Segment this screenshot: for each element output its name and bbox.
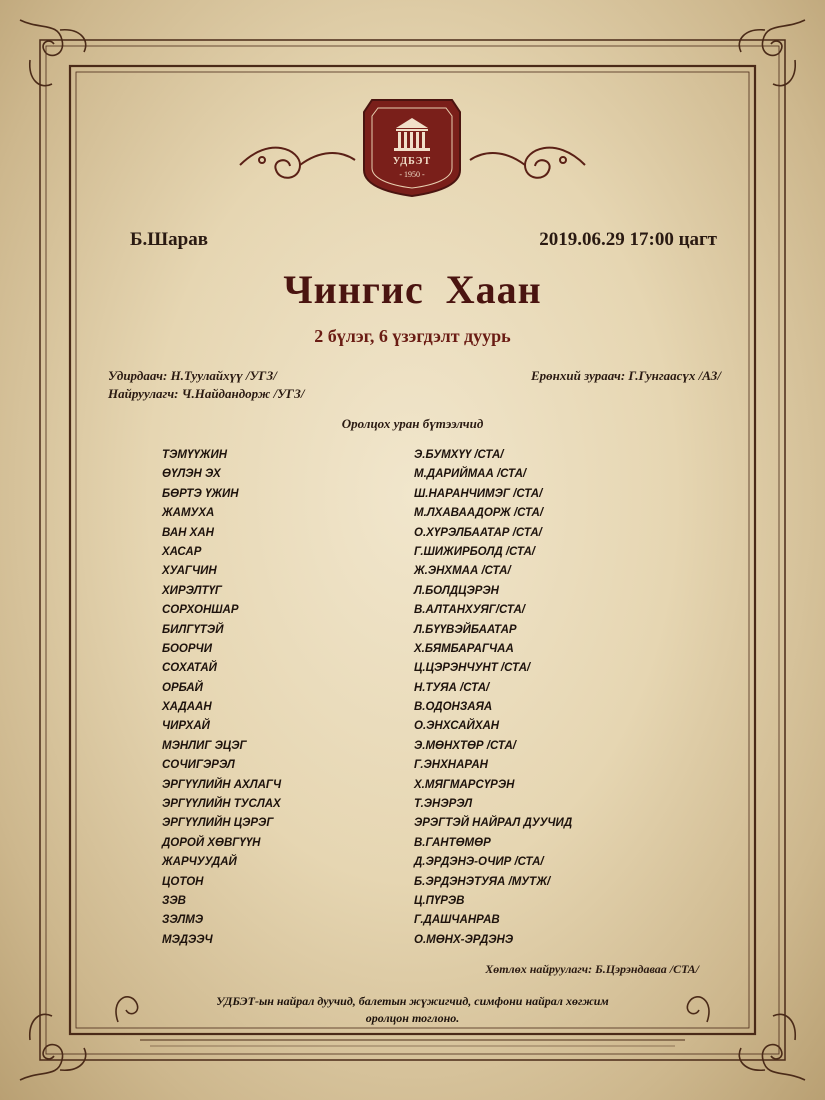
- cast-row: [162, 465, 642, 484]
- cast-role: ЖАРЧУУДАЙ: [162, 856, 237, 869]
- cast-role: ӨҮЛЭН ЭХ: [162, 468, 221, 481]
- cast-role: СОХАТАЙ: [162, 662, 217, 675]
- cast-role: ТЭМҮҮЖИН: [162, 449, 228, 461]
- cast-row: [162, 717, 642, 736]
- cast-row: [162, 621, 642, 640]
- cast-row: [162, 679, 642, 698]
- credit-director: Удирдаач: Н.Туулайхүү /УГЗ/: [108, 368, 277, 383]
- cast-actor: Г.ЭНХНАРАН: [414, 759, 488, 772]
- emblem-name: УДБЭТ: [392, 156, 432, 167]
- cast-row: [162, 756, 642, 775]
- cast-row: [162, 543, 642, 562]
- cast-actor: Ц.ЦЭРЭНЧУНТ /СТА/: [414, 662, 531, 675]
- cast-actor: Ц.ПҮРЭВ: [414, 894, 465, 907]
- cast-role: МЭДЭЭЧ: [162, 933, 213, 946]
- cast-row: [162, 524, 642, 543]
- cast-role: ХАСАР: [162, 545, 202, 558]
- cast-row: [162, 737, 642, 756]
- cast-role: ЗЭВ: [162, 894, 186, 907]
- cast-section-title: Оролцох уран бүтээлчид: [341, 416, 484, 431]
- cast-row: [162, 562, 642, 581]
- cast-role: ДОРОЙ ХӨВГҮҮН: [162, 836, 261, 849]
- cast-actor: Л.БҮҮВЭЙБААТАР: [414, 623, 517, 636]
- cast-actor: М.ЛХАВААДОРЖ /СТА/: [414, 507, 544, 520]
- cast-actor: В.ОДОНЗАЯА: [414, 701, 493, 714]
- credit-chief-artist: Ерөнхий зураач: Г.Гунгаасүх /АЗ/: [531, 368, 721, 383]
- cast-role: ОРБАЙ: [162, 681, 203, 694]
- cast-row: [162, 814, 642, 833]
- footer-line-2: оролцон тоглоно.: [365, 1011, 460, 1025]
- cast-actor: Б.ЭРДЭНЭТУЯА /МУТЖ/: [414, 875, 551, 888]
- emblem: [362, 100, 462, 192]
- cast-actor: Ш.НАРАНЧИМЭГ /СТА/: [414, 487, 543, 500]
- cast-role: ЖАМУХА: [162, 507, 215, 520]
- cast-row: [162, 698, 642, 717]
- cast-actor: Э.БУМХҮҮ /СТА/: [414, 449, 504, 461]
- cast-role: ВАН ХАН: [162, 526, 214, 539]
- cast-row: [162, 504, 642, 523]
- cast-actor: ЭРЭГТЭЙ НАЙРАЛ ДУУЧИД: [414, 817, 573, 830]
- cast-role: СОРХОНШАР: [162, 604, 239, 617]
- cast-list: [162, 446, 642, 950]
- cast-actor: Л.БОЛДЦЭРЭН: [414, 584, 499, 597]
- cast-actor: О.ЭНХСАЙХАН: [414, 720, 500, 733]
- cast-actor: Э.МӨНХТӨР /СТА/: [414, 739, 516, 752]
- cast-row: [162, 640, 642, 659]
- cast-actor: О.МӨНХ-ЭРДЭНЭ: [414, 933, 514, 946]
- cast-role: ХУАГЧИН: [162, 565, 217, 578]
- cast-row: [162, 853, 642, 872]
- cast-row: [162, 582, 642, 601]
- cast-actor: О.ХҮРЭЛБААТАР /СТА/: [414, 526, 542, 539]
- cast-role: ЭРГҮҮЛИЙН АХЛАГЧ: [162, 778, 282, 791]
- cast-role: СОЧИГЭРЭЛ: [162, 759, 235, 772]
- cast-role: МЭНЛИГ ЭЦЭГ: [162, 739, 247, 752]
- cast-actor: Г.ДАШЧАНРАВ: [414, 914, 500, 927]
- cast-actor: Т.ЭНЭРЭЛ: [414, 798, 473, 811]
- cast-actor: В.ГАНТӨМӨР: [414, 836, 491, 849]
- cast-row: [162, 931, 642, 950]
- cast-role: ЧИРХАЙ: [162, 720, 210, 733]
- cast-row: [162, 892, 642, 911]
- footer-line-1: УДБЭТ-ын найрал дуучид, балетын жүжигчид, симфони найрал хөгжим: [216, 994, 609, 1008]
- cast-actor: Н.ТУЯА /СТА/: [414, 681, 490, 694]
- cast-row: [162, 834, 642, 853]
- cast-role: ЭРГҮҮЛИЙН ТУСЛАХ: [162, 798, 281, 811]
- cast-role: БООРЧИ: [162, 642, 212, 655]
- chorus-director: Хөтлөх найруулагч: Б.Цэрэндаваа /СТА/: [485, 962, 699, 976]
- cast-actor: Г.ШИЖИРБОЛД /СТА/: [414, 545, 535, 558]
- cast-row: [162, 795, 642, 814]
- cast-role: БӨРТЭ ҮЖИН: [162, 487, 239, 500]
- cast-role: БИЛГҮТЭЙ: [162, 623, 224, 636]
- cast-role: ЗЭЛМЭ: [162, 914, 204, 927]
- cast-role: ХИРЭЛТҮГ: [162, 584, 222, 597]
- cast-row: [162, 601, 642, 620]
- cast-actor: Ж.ЭНХМАА /СТА/: [414, 565, 511, 578]
- cast-role: ХАДААН: [162, 701, 212, 714]
- cast-row: [162, 659, 642, 678]
- cast-row: [162, 485, 642, 504]
- cast-actor: Х.БЯМБАРАГЧАА: [414, 642, 514, 655]
- performance-datetime: 2019.06.29 17:00 цагт: [539, 229, 717, 250]
- cast-actor: В.АЛТАНХУЯГ/СТА/: [414, 604, 525, 617]
- cast-row: [162, 776, 642, 795]
- page-title: Чингис Хаан: [283, 267, 542, 312]
- cast-row: [162, 873, 642, 892]
- cast-actor: М.ДАРИЙМАА /СТА/: [414, 468, 527, 481]
- cast-row: [162, 911, 642, 930]
- credit-stage-director: Найруулагч: Ч.Найдандорж /УГЗ/: [108, 386, 305, 401]
- emblem-year: - 1950 -: [399, 170, 425, 179]
- cast-role: ЦОТОН: [162, 875, 204, 888]
- cast-actor: Д.ЭРДЭНЭ-ОЧИР /СТА/: [414, 856, 544, 869]
- subtitle: 2 бүлэг, 6 үзэгдэлт дуурь: [314, 326, 511, 346]
- cast-role: ЭРГҮҮЛИЙН ЦЭРЭГ: [162, 817, 274, 830]
- author: Б.Шарав: [130, 229, 209, 250]
- cast-row: [162, 446, 642, 465]
- cast-actor: Х.МЯГМАРСҮРЭН: [414, 778, 515, 791]
